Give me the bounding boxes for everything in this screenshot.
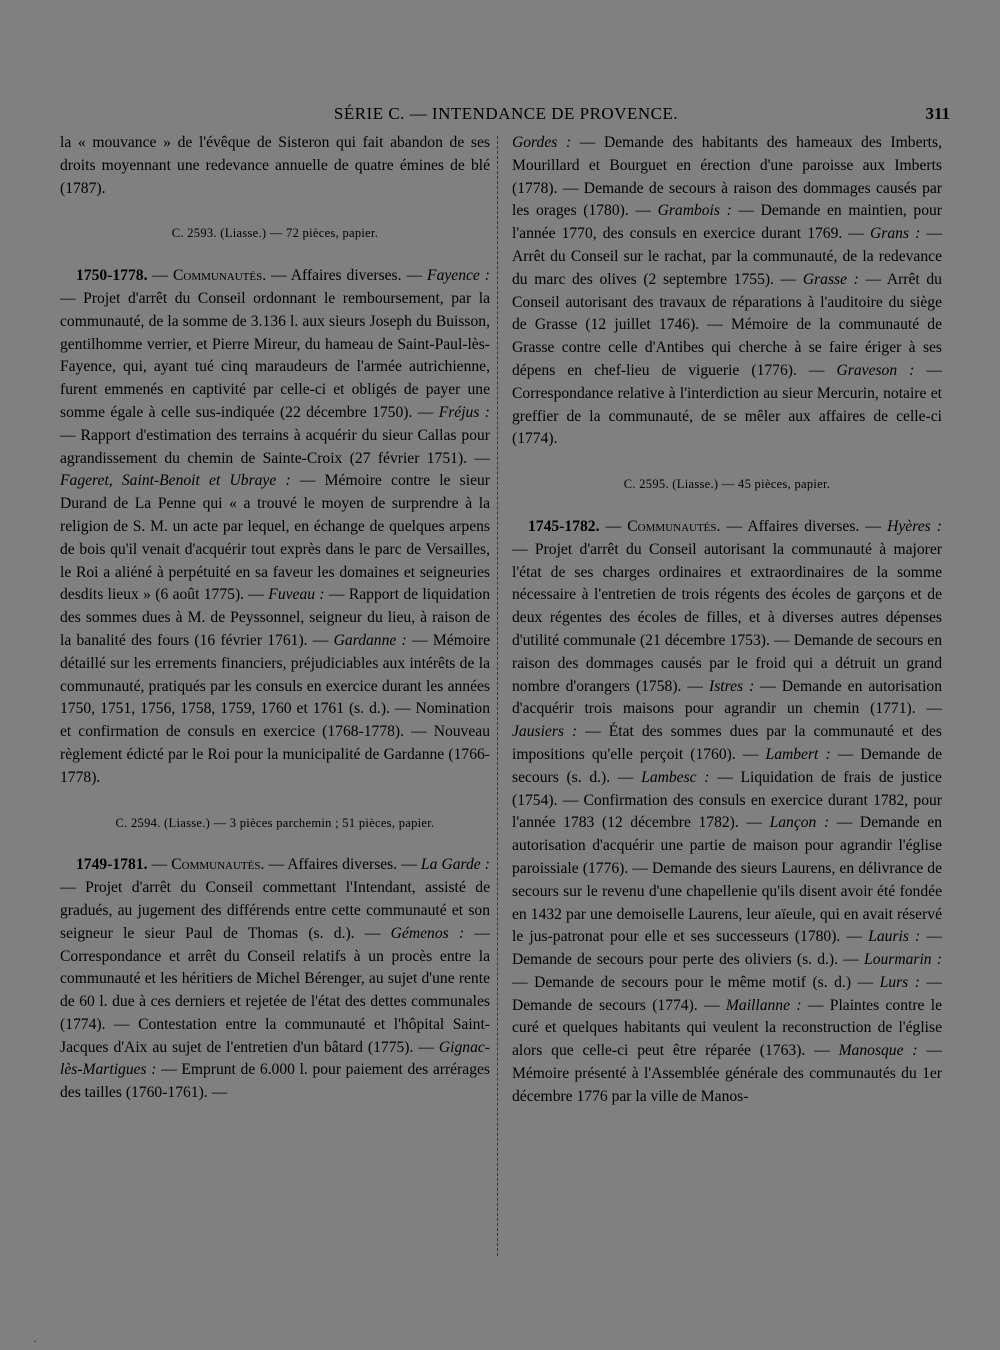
- entry-meta-2594: C. 2594. (Liasse.) — 3 pièces parchemin ; 51 pièces, papier.: [115, 815, 435, 830]
- page-header: [60, 104, 952, 130]
- footer-mark: .: [34, 1334, 37, 1345]
- place-name: Fayence :: [427, 267, 491, 285]
- entry-date: 1750-1778.: [76, 267, 148, 285]
- place-name: Jausiers :: [512, 723, 578, 741]
- place-name: Grambois :: [657, 202, 732, 220]
- entry-category: Communautés.: [171, 856, 265, 874]
- page-number: 311: [925, 104, 950, 123]
- place-name: Lambert :: [765, 745, 831, 763]
- place-name: Hyères :: [887, 517, 942, 535]
- place-name: Gordes :: [512, 134, 572, 151]
- place-name: Lançon :: [769, 814, 830, 832]
- place-name: Fréjus :: [438, 403, 490, 421]
- place-name: Lourmarin :: [864, 951, 942, 969]
- place-name: Istres :: [709, 677, 755, 695]
- place-name: Graveson :: [836, 361, 915, 379]
- place-name: Lauris :: [868, 928, 921, 946]
- continuation-paragraph: la « mouvance » de l'évêque de Sisteron qui fait abandon de ses droits moyennant une redevance annuelle de quatre émines de blé (1787).: [60, 134, 490, 197]
- series-title: SÉRIE C. — INTENDANCE DE PROVENCE.: [333, 104, 679, 123]
- place-name: Grans :: [870, 225, 921, 243]
- entry-2593: 1750-1778. — Communautés. — Affaires diverses. — Fayence : — Projet d'arrêt du Conseil ordonnant le remboursement, par la communauté, de la somme de 3.136 l. aux sieurs Joseph du Buisson, gentilhomme verrier, et Pierre Mireur, du hameau de Saint-Paul-lès-Fayence, qui, ayant tué cinq maraudeurs de l'armée autrichienne, furent emmenés en captivité par celle-ci et obligés de payer une somme égale à celle sus-indiquée (22 décembre 1750). — Fréjus : — Rapport d'estimation des terrains à acquérir du sieur Callas pour agrandissement du chemin de Sainte-Croix (27 février 1751). — Fageret, Saint-Benoit et Ubraye : — Mémoire contre le sieur Durand de La Penne qui « a trouvé le moyen de surprendre à la religion de S. M. un acte par lequel, en échange de quelques arpens de bois qu'il venait d'acquérir tout exprès dans le parc de Versailles, le Roi a aliéné à perpétuité en sa faveur les domaines et seigneuries desdits lieux » (6 août 1775). — Fuveau : — Rapport de liquidation des sommes dues à M. de Peyssonnel, seigneur du lieu, à raison de la banalité des fours (16 février 1761). — Gardanne : — Mémoire détaillé sur les errements financiers, préjudiciables aux intérêts de la communauté, pratiqués par les consuls en exercice durant les années 1750, 1751, 1756, 1758, 1759, 1760 et 1761 (s. d.). — Nomination et confirmation de consuls en exercice (1768-1778). — Nouveau règlement édicté par le Roi pour la municipalité de Gardanne (1766-1778).: [60, 267, 491, 786]
- place-name: Fuveau :: [268, 586, 325, 604]
- place-name: Lurs :: [879, 973, 920, 991]
- entry-2594: 1749-1781. — Communautés. — Affaires diverses. — La Garde : — Projet d'arrêt du Conseil commettant l'Intendant, assisté de gradués, au jugement des différends entre cette communauté et son seigneur le sieur Paul de Thomas (s. d.). — Gémenos : — Correspondance et arrêt du Conseil relatifs à un procès entre la communauté et les héritiers de Michel Bérenger, au sujet d'une rente de 60 l. due à ces derniers et rejetée de l'état des dettes communales (1774). — Contestation entre la communauté et l'hôpital Saint-Jacques d'Aix au sujet de l'entretien d'un bâtard (1775). — Gignac-lès-Martigues : — Emprunt de 6.000 l. pour paiement des arrérages des tailles (1760-1761). —: [60, 856, 490, 1102]
- place-name: La Garde :: [420, 856, 490, 874]
- place-name: Gémenos :: [390, 924, 465, 942]
- place-name: Gignac-lès-Martigues :: [60, 1038, 490, 1079]
- entry-meta-2595: C. 2595. (Liasse.) — 45 pièces, papier.: [623, 477, 831, 492]
- place-name: Manosque :: [838, 1042, 918, 1060]
- place-name: Maillanne :: [725, 996, 802, 1014]
- place-name: Gardanne :: [333, 631, 407, 649]
- left-column: [60, 132, 490, 1105]
- entry-category: Communautés.: [627, 517, 721, 535]
- column-divider: [497, 136, 498, 1256]
- entry-date: 1749-1781.: [76, 856, 148, 874]
- continuation-paragraph: Gordes : — Demande des habitants des hameaux des Imberts, Mourillard et Bourguet en érection d'une paroisse aux Imberts (1778). — Demande de secours à raison des dommages causés par les orages (1780). — Grambois : — Demande en maintien, pour l'année 1770, des consuls en exercice durant 1769. — Grans : — Arrêt du Conseil sur le rachat, par la communauté, de la redevance du marc des olives (2 septembre 1755). — Grasse : — Arrêt du Conseil autorisant des travaux de réparations à l'auditoire du siège de Grasse (12 juillet 1746). — Mémoire de la communauté de Grasse contre celle d'Antibes qui cherche à se faire ériger à ses dépens en chef-lieu de viguerie (1776). — Graveson : — Correspondance relative à l'interdiction au sieur Mercurin, notaire et greffier de la communauté, de se mêler aux affaires de celle-ci (1774).: [512, 134, 942, 448]
- entry-meta-2593: C. 2593. (Liasse.) — 72 pièces, papier.: [171, 226, 379, 241]
- entry-category: Communautés.: [172, 267, 267, 285]
- right-column: [512, 132, 942, 1109]
- entry-2595: 1745-1782. — Communautés. — Affaires diverses. — Hyères : — Projet d'arrêt du Conseil autorisant la communauté à majorer l'état de ses charges ordinaires et extraordinaires de la somme nécessaire à l'entretien de trois régents des écoles de garçons et de deux régentes des écoles de filles, et à diverses autres dépenses d'utilité communale (21 décembre 1753). — Demande de secours en raison des dommages causés par le froid qui a détruit un grand nombre d'orangers (1758). — Istres : — Demande en autorisation d'acquérir trois maisons pour agrandir un chemin (1771). — Jausiers : — État des sommes dues par la communauté et des impositions qu'elle perçoit (1760). — Lambert : — Demande de secours (s. d.). — Lambesc : — Liquidation de frais de justice (1754). — Confirmation des consuls en exercice durant 1782, pour l'année 1783 (12 décembre 1782). — Lançon : — Demande en autorisation d'acquérir une partie de maison pour agrandir l'église paroissiale (1776). — Demande des sieurs Laurens, en délivrance de secours sur le revenu d'une chapellenie qu'ils disent avoir été fondée en 1432 par une demoiselle Laurens, leur aïeule, qui en avait réservé le jus-patronat pour elle et ses successeurs (1780). — Lauris : — Demande de secours pour perte des oliviers (s. d.). — Lourmarin : — Demande de secours pour le même motif (s. d.) — Lurs : — Demande de secours (1774). — Maillanne : — Plaintes contre le curé et quelques habitants qui veulent la reconstruction de l'église alors que celle-ci peut être réparée (1763). — Manosque : — Mémoire présenté à l'Assemblée générale des communautés du 1er décembre 1776 par la ville de Manos-: [512, 517, 943, 1105]
- place-name: Lambesc :: [641, 768, 710, 786]
- entry-date: 1745-1782.: [528, 517, 600, 535]
- place-name: Grasse :: [802, 270, 859, 288]
- place-name: Fageret, Saint-Benoit et Ubraye :: [60, 472, 291, 490]
